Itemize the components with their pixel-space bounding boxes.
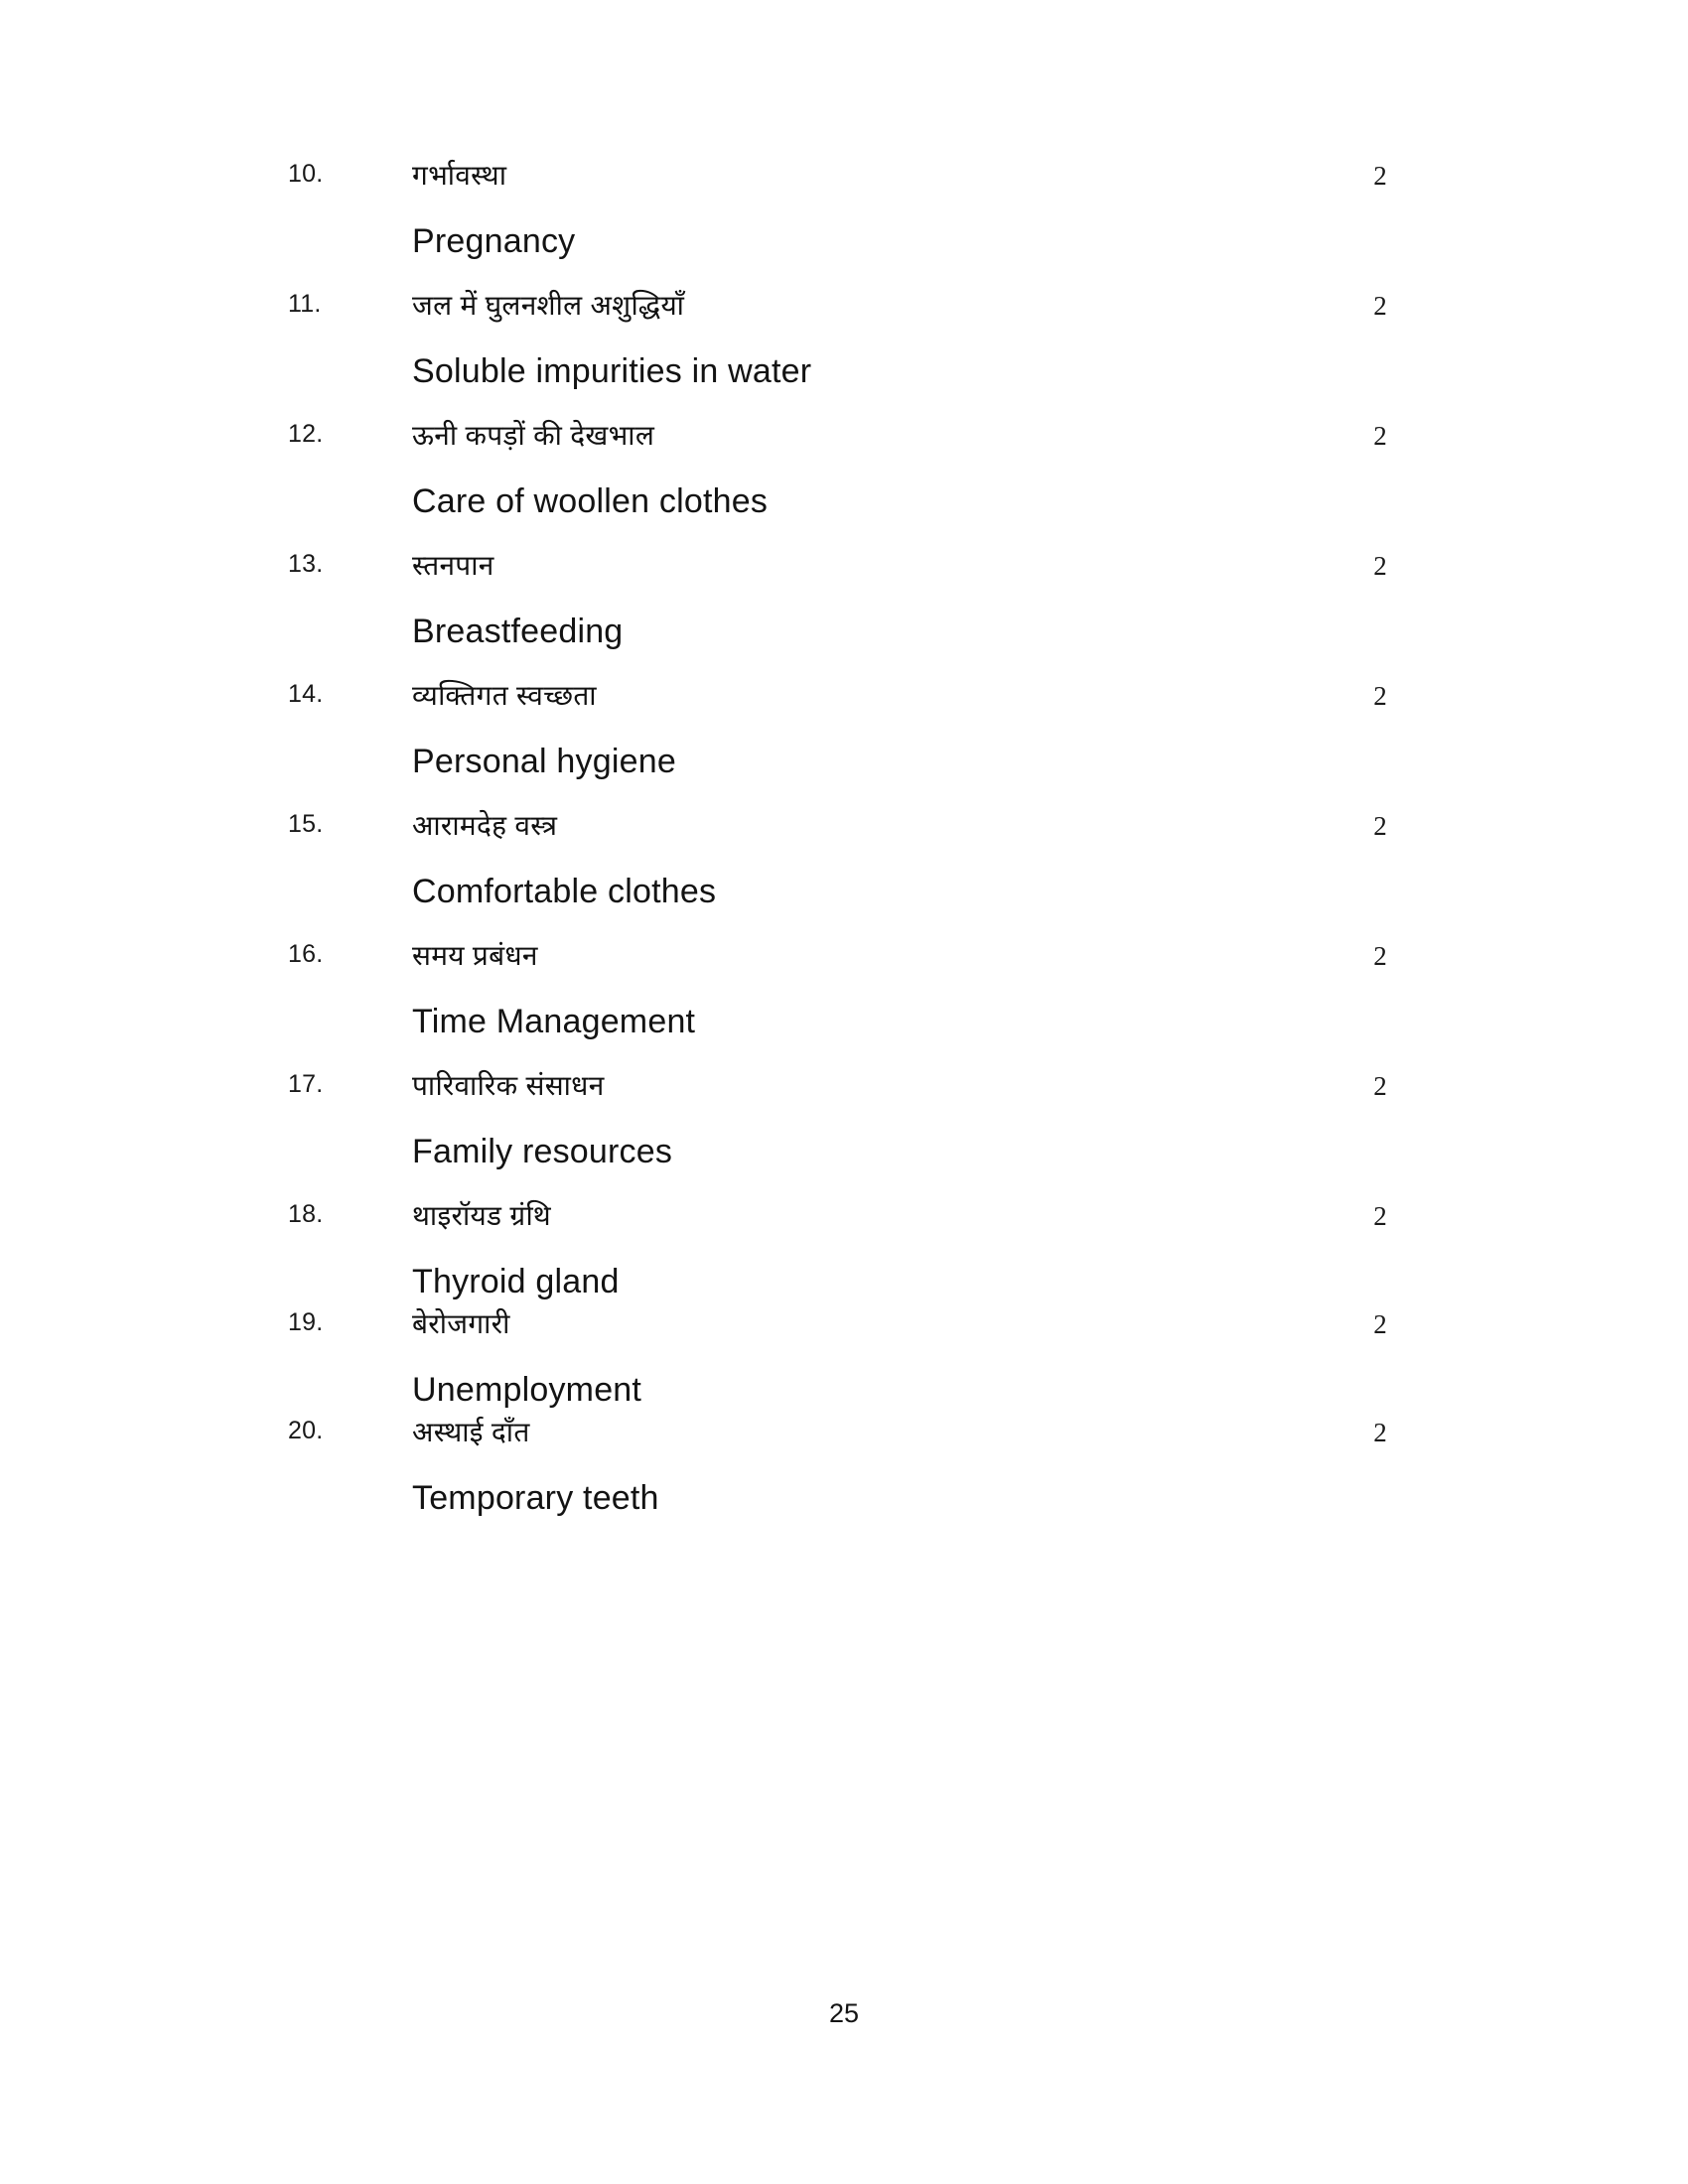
question-number: 18. xyxy=(288,1200,324,1228)
row-spacer xyxy=(288,781,1400,809)
question-marks: 2 xyxy=(1373,421,1387,451)
question-marks: 2 xyxy=(1373,941,1387,971)
question-row xyxy=(288,1199,1400,1301)
row-spacer xyxy=(288,1171,1400,1199)
line-spacer xyxy=(288,1233,1400,1262)
question-text-hindi: ऊनी कपड़ों की देखभाल xyxy=(412,420,655,451)
question-text-hindi: व्यक्तिगत स्वच्छता xyxy=(412,680,597,711)
question-text-english: Comfortable clothes xyxy=(412,873,717,910)
question-row xyxy=(288,1069,1400,1171)
question-number: 19. xyxy=(288,1308,324,1336)
question-row xyxy=(288,809,1400,911)
question-row xyxy=(288,549,1400,651)
question-text-hindi: पारिवारिक संसाधन xyxy=(412,1070,605,1101)
line-spacer xyxy=(288,583,1400,612)
line-spacer xyxy=(288,713,1400,742)
question-row xyxy=(288,1416,1400,1518)
line-spacer xyxy=(288,1449,1400,1478)
question-text-english: Care of woollen clothes xyxy=(412,482,769,520)
line-spacer xyxy=(288,193,1400,221)
row-spacer xyxy=(288,1041,1400,1069)
question-text-english: Time Management xyxy=(412,1003,696,1040)
question-marks: 2 xyxy=(1373,291,1387,321)
question-marks: 2 xyxy=(1373,1309,1387,1339)
line-spacer xyxy=(288,843,1400,872)
question-marks: 2 xyxy=(1373,811,1387,841)
question-row xyxy=(288,679,1400,781)
question-marks: 2 xyxy=(1373,1418,1387,1447)
question-text-english: Breastfeeding xyxy=(412,613,624,650)
question-text-hindi: अस्थाई दाँत xyxy=(412,1417,530,1447)
row-spacer xyxy=(288,261,1400,289)
question-text-hindi: स्तनपान xyxy=(412,550,494,581)
question-row xyxy=(288,159,1400,261)
row-spacer xyxy=(288,521,1400,549)
question-text-english: Thyroid gland xyxy=(412,1263,620,1300)
question-number: 10. xyxy=(288,160,324,188)
question-number: 15. xyxy=(288,810,324,838)
question-row xyxy=(288,289,1400,391)
question-row xyxy=(288,419,1400,521)
question-row xyxy=(288,1307,1400,1410)
question-number: 14. xyxy=(288,680,324,708)
question-number: 12. xyxy=(288,420,324,448)
question-text-english: Soluble impurities in water xyxy=(412,352,812,390)
line-spacer xyxy=(288,323,1400,351)
page-number: 25 xyxy=(828,1998,860,2028)
row-spacer xyxy=(288,651,1400,679)
question-text-hindi: आरामदेह वस्त्र xyxy=(412,810,558,841)
line-spacer xyxy=(288,1341,1400,1370)
row-spacer xyxy=(288,911,1400,939)
question-marks: 2 xyxy=(1373,681,1387,711)
question-number: 11. xyxy=(288,290,322,318)
line-spacer xyxy=(288,973,1400,1002)
question-marks: 2 xyxy=(1373,161,1387,191)
question-marks: 2 xyxy=(1373,1071,1387,1101)
question-list xyxy=(288,159,1400,1518)
line-spacer xyxy=(288,1103,1400,1132)
question-text-hindi: समय प्रबंधन xyxy=(412,940,538,971)
question-text-hindi: बेरोजगारी xyxy=(412,1308,510,1339)
question-number: 20. xyxy=(288,1417,324,1444)
question-marks: 2 xyxy=(1373,1201,1387,1231)
row-spacer xyxy=(288,391,1400,419)
question-text-english: Temporary teeth xyxy=(412,1479,659,1517)
question-text-hindi: गर्भावस्था xyxy=(412,160,507,191)
question-number: 13. xyxy=(288,550,324,578)
question-text-english: Pregnancy xyxy=(412,222,576,260)
line-spacer xyxy=(288,453,1400,481)
question-marks: 2 xyxy=(1373,551,1387,581)
question-text-hindi: थाइरॉयड ग्रंथि xyxy=(412,1200,551,1231)
question-text-hindi: जल में घुलनशील अशुद्धियाँ xyxy=(412,290,685,321)
question-text-english: Unemployment xyxy=(412,1371,642,1409)
question-text-english: Personal hygiene xyxy=(412,743,676,780)
question-row xyxy=(288,939,1400,1041)
question-number: 17. xyxy=(288,1070,324,1098)
question-number: 16. xyxy=(288,940,324,968)
question-text-english: Family resources xyxy=(412,1133,673,1170)
